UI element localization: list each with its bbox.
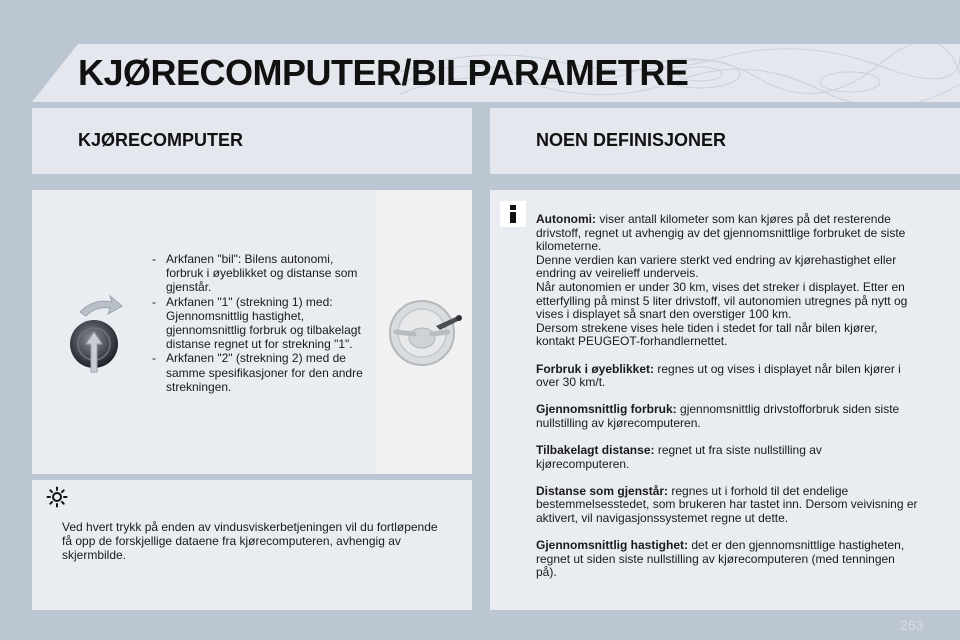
definition-item (536, 444, 918, 471)
definition-text: regnet ut fra siste nullstilling av kjørecomputeren. (536, 443, 822, 471)
definitions-list (536, 213, 918, 594)
list-dash: - (152, 351, 156, 366)
list-dash: - (152, 252, 156, 266)
section-title-left: KJØRECOMPUTER (78, 130, 244, 150)
definition-text: gjennomsnittlig drivstofforbruk siden siste nullstilling av kjørecomputeren. (536, 402, 900, 430)
definition-item (536, 363, 918, 390)
definition-text: det er den gjennomsnittlige hastigheten, regnet ut siden siste nullstilling av kjørecomputeren (med tenningen på). (536, 538, 905, 580)
page-title: KJØRECOMPUTER/BILPARAMETRE (78, 52, 689, 93)
sun-icon (46, 486, 68, 508)
definition-extra: Dersom strekene vises hele tiden i stedet for tall når bilen kjører, kontakt PEUGEOT-forhandlernettet. (536, 320, 878, 349)
definition-term: Tilbakelagt distanse: (536, 443, 655, 458)
list-item (152, 351, 372, 394)
definition-term: Forbruk i øyeblikket: (536, 361, 655, 376)
list-dash: - (152, 294, 156, 309)
definition-item (536, 213, 918, 349)
list-item (152, 295, 372, 352)
definition-text: regnes ut og vises i displayet når bilen kjører i over 30 km/t. (536, 361, 901, 390)
definition-extra: Når autonomien er under 30 km, vises det streker i displayet. Etter en etterfylling på minst 5 liter drivstoff, vil autonomien utregnes på nytt og vises i displayet så snart den overstiger 100 km. (536, 279, 908, 322)
definition-text: regnes ut i forhold til det endelige bestemmelsesstedet, som brukeren har tastet inn. Dersom veivisning er aktivert, vil navigasjonssystemet regne ut dette. (536, 483, 918, 526)
list-item-text: Arkfanen "bil": Bilens autonomi, forbruk i øyeblikket og distanse som gjenstår. (166, 252, 358, 295)
title-band-notch (32, 44, 78, 102)
tab-list (152, 252, 372, 394)
list-item-text: Arkfanen "2" (strekning 2) med de samme spesifikasjoner for den andre strekningen. (166, 351, 363, 394)
steering-wheel-image (386, 296, 462, 370)
definition-term: Distanse som gjenstår: (536, 483, 669, 498)
definition-term: Gjennomsnittlig forbruk: (536, 402, 677, 417)
section-title-right: NOEN DEFINISJONER (536, 130, 727, 150)
definition-item (536, 539, 918, 580)
definition-item (536, 485, 918, 526)
definition-term: Gjennomsnittlig hastighet: (536, 538, 688, 553)
info-icon (500, 201, 526, 227)
tip-note: Ved hvert trykk på enden av vindusviskerbetjeningen vil du fortløpende få opp de forskjellige dataene fra kjørecomputeren, avhengig av skjermbilde. (62, 520, 438, 563)
press-control-icon (66, 292, 128, 374)
definition-item (536, 403, 918, 430)
list-item (152, 252, 372, 295)
page-number: 263 (900, 617, 924, 633)
definition-term: Autonomi: (536, 212, 596, 226)
definition-extra: Denne verdien kan variere sterkt ved endring av kjørehastighet eller endring av veirelieff underveis. (536, 252, 897, 281)
definition-text: viser antall kilometer som kan kjøres på det resterende drivstoff, regnet ut avhengig av det gjennomsnittlige forbruket de siste kilometerne. (536, 212, 906, 254)
list-item-text: Arkfanen "1" (strekning 1) med: Gjennomsnittlig hastighet, gjennomsnittlig forbruk og tilbakelagt distanse regnet ut for strekning "1". (166, 294, 361, 352)
